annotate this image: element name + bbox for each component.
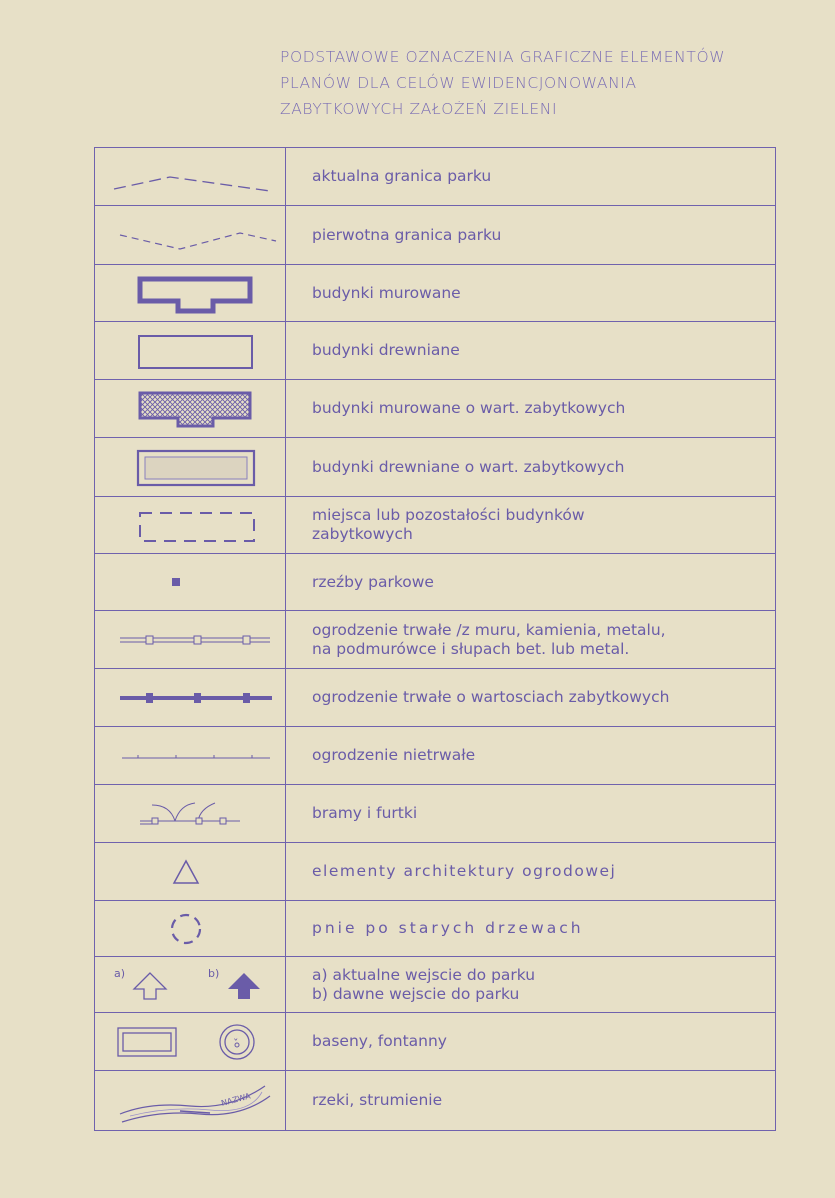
historic-wooden-building-icon	[95, 438, 286, 497]
title-line-3: ZABYTKOWYCH ZAŁOŻEŃ ZIELENI	[280, 100, 558, 118]
label-line: ogrodzenie trwałe /z muru, kamienia, metalu,	[312, 620, 666, 639]
legend-label: elementy architektury ogrodowej	[286, 843, 776, 901]
legend-row	[95, 727, 776, 785]
legend-row	[95, 322, 776, 380]
symbol-b-label: b)	[208, 966, 220, 980]
legend-label: bramy i furtki	[286, 785, 776, 843]
river-icon	[95, 1071, 286, 1131]
legend-row	[95, 1071, 776, 1131]
label-line: miejsca lub pozostałości budynków	[312, 506, 585, 524]
legend-table	[94, 147, 776, 1131]
label-line: zabytkowych	[312, 525, 413, 543]
temporary-fence-icon	[95, 727, 286, 785]
legend-row	[95, 1013, 776, 1071]
permanent-fence-icon	[95, 611, 286, 669]
triangle-icon	[95, 843, 286, 901]
gate-icon	[95, 785, 286, 843]
legend-label: budynki drewniane	[286, 322, 776, 380]
legend-label	[286, 497, 776, 554]
legend-row	[95, 554, 776, 611]
legend-row	[95, 148, 776, 206]
legend-label	[286, 611, 776, 669]
brick-building-icon	[95, 265, 286, 322]
legend-label: budynki drewniane o wart. zabytkowych	[286, 438, 776, 497]
hatched-building-icon	[95, 380, 286, 438]
entrance-arrows-icon	[95, 957, 286, 1013]
symbol-a-label: a)	[114, 966, 126, 980]
legend-row	[95, 901, 776, 957]
label-line: a) aktualne wejscie do parku	[312, 965, 536, 984]
dashed-circle-icon	[95, 901, 286, 957]
svg-text:ˇ: ˇ	[233, 1036, 239, 1050]
legend-row	[95, 785, 776, 843]
building-remains-icon	[95, 497, 286, 554]
legend-label: rzeźby parkowe	[286, 554, 776, 611]
pool-fountain-icon	[95, 1013, 286, 1071]
legend-row	[95, 957, 776, 1013]
title-line-1: PODSTAWOWE OZNACZENIA GRAFICZNE ELEMENTÓW	[280, 48, 726, 66]
wooden-building-icon	[95, 322, 286, 380]
label-line: b) dawne wejscie do parku	[312, 984, 520, 1003]
label-line: na podmurówce i słupach bet. lub metal.	[312, 639, 630, 658]
historic-fence-icon	[95, 669, 286, 727]
river-name-label: NAZWA	[220, 1091, 252, 1108]
legend-label: baseny, fontanny	[286, 1013, 776, 1071]
current-boundary-symbol	[95, 148, 286, 206]
legend-row	[95, 669, 776, 727]
legend-row	[95, 206, 776, 265]
legend-row	[95, 380, 776, 438]
sculpture-icon	[95, 554, 286, 611]
legend-label: aktualna granica parku	[286, 148, 776, 206]
original-boundary-symbol	[95, 206, 286, 265]
legend-row	[95, 438, 776, 497]
legend-row	[95, 843, 776, 901]
title-line-2: PLANÓW DLA CELÓW EWIDENCJONOWANIA	[280, 74, 637, 92]
legend-row	[95, 497, 776, 554]
legend-label: pnie po starych drzewach	[286, 901, 776, 957]
legend-row	[95, 611, 776, 669]
legend-label: budynki murowane o wart. zabytkowych	[286, 380, 776, 438]
legend-label: budynki murowane	[286, 265, 776, 322]
legend-label: ogrodzenie nietrwałe	[286, 727, 776, 785]
legend-label: ogrodzenie trwałe o wartosciach zabytkowych	[286, 669, 776, 727]
legend-row	[95, 265, 776, 322]
legend-label: rzeki, strumienie	[286, 1071, 776, 1131]
legend-label	[286, 957, 776, 1013]
legend-label: pierwotna granica parku	[286, 206, 776, 265]
